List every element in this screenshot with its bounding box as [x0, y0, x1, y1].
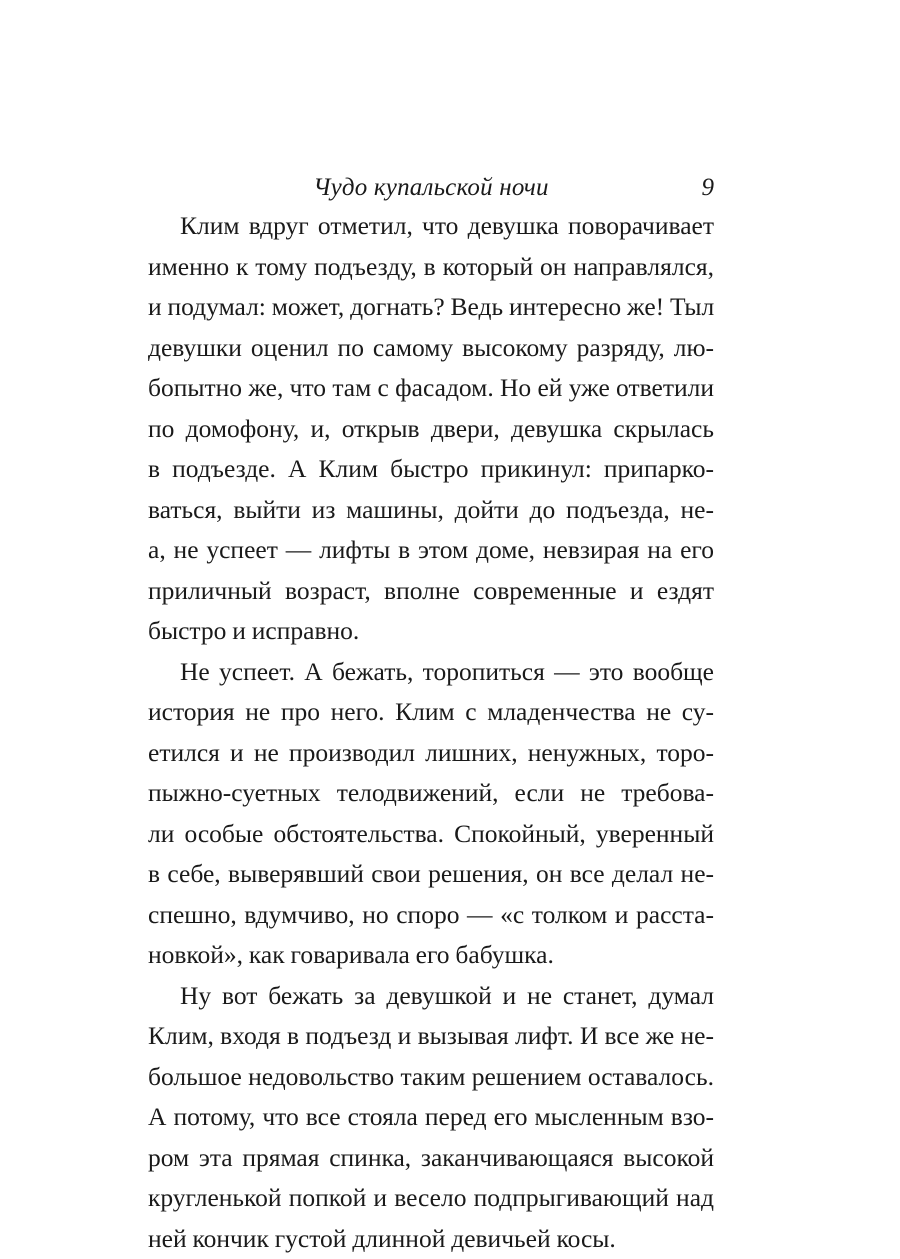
body-text — [148, 206, 714, 1259]
text-line: Не успеет. А бежать, торопиться — это вообще — [148, 652, 714, 693]
text-line: Клим, входя в подъезд и вызывая лифт. И все же не- — [148, 1016, 714, 1057]
text-line: кругленькой попкой и весело подпрыгивающий над — [148, 1178, 714, 1219]
paragraph — [148, 976, 714, 1259]
text-line: Ну вот бежать за девушкой и не станет, думал — [148, 976, 714, 1017]
text-line: большое недовольство таким решением оставалось. — [148, 1057, 714, 1098]
text-line: ли особые обстоятельства. Спокойный, уверенный — [148, 814, 714, 855]
running-head — [148, 170, 714, 206]
text-line: ваться, выйти из машины, дойти до подъезда, не- — [148, 490, 714, 531]
text-line: етился и не производил лишних, ненужных, торо- — [148, 733, 714, 774]
text-line: быстро и исправно. — [148, 611, 714, 652]
text-line: бопытно же, что там с фасадом. Но ей уже ответили — [148, 368, 714, 409]
text-line: А потому, что все стояла перед его мысленным взо- — [148, 1097, 714, 1138]
text-line: история не про него. Клим с младенчества не су- — [148, 692, 714, 733]
text-line: спешно, вдумчиво, но споро — «с толком и расста- — [148, 895, 714, 936]
text-line: девушки оценил по самому высокому разряду, лю- — [148, 328, 714, 369]
paragraph — [148, 206, 714, 652]
running-title: Чудо купальской ночи — [148, 170, 714, 206]
text-line: ней кончик густой длинной девичьей косы. — [148, 1219, 714, 1259]
text-line: ром эта прямая спинка, заканчивающаяся высокой — [148, 1138, 714, 1179]
text-line: в подъезде. А Клим быстро прикинул: припарко- — [148, 449, 714, 490]
page-number: 9 — [702, 170, 715, 206]
text-line: а, не успеет — лифты в этом доме, невзирая на его — [148, 530, 714, 571]
text-line: и подумал: может, догнать? Ведь интересно же! Тыл — [148, 287, 714, 328]
text-line: Клим вдруг отметил, что девушка поворачивает — [148, 206, 714, 247]
text-line: пыжно-суетных телодвижений, если не требова- — [148, 773, 714, 814]
text-line: приличный возраст, вполне современные и ездят — [148, 571, 714, 612]
text-line: в себе, выверявший свои решения, он все делал не- — [148, 854, 714, 895]
paragraph — [148, 652, 714, 976]
text-line: именно к тому подъезду, в который он направлялся, — [148, 247, 714, 288]
text-line: по домофону, и, открыв двери, девушка скрылась — [148, 409, 714, 450]
text-line: новкой», как говаривала его бабушка. — [148, 935, 714, 976]
